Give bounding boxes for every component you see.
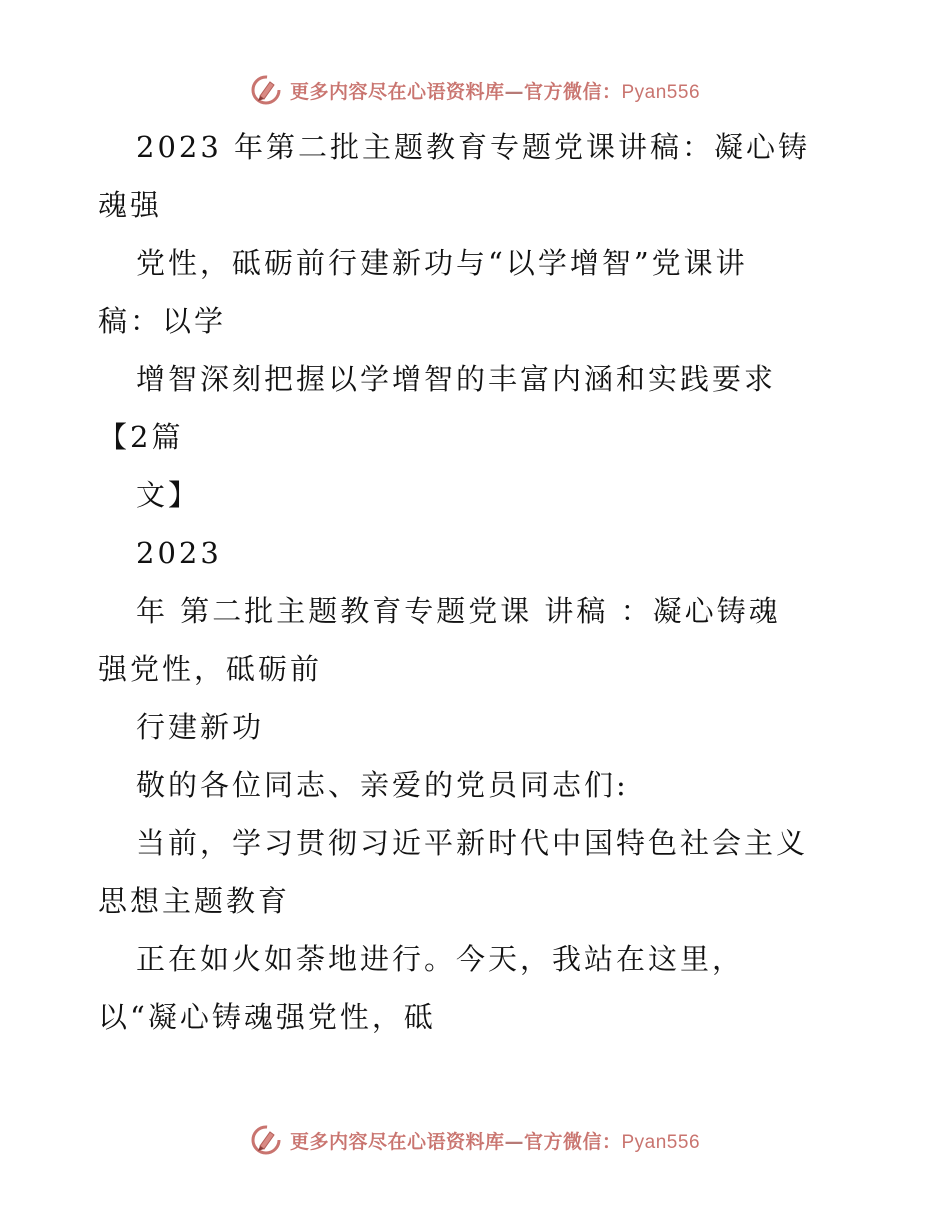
footer-watermark xyxy=(0,1120,950,1160)
text-line: 以“凝心铸魂强党性，砥 xyxy=(98,1000,436,1034)
watermark-text: 更多内容尽在心语资料库—官方微信：Pyan556 xyxy=(289,80,701,103)
watermark-text: 更多内容尽在心语资料库—官方微信：Pyan556 xyxy=(289,1130,701,1153)
text-line: 当前，学习贯彻习近平新时代中国特色社会主义 xyxy=(136,826,809,860)
text-line: 强党性，砥砺前 xyxy=(98,652,323,686)
text-line: 行建新功 xyxy=(136,710,265,744)
header-watermark xyxy=(0,70,950,110)
document-body xyxy=(98,118,858,1046)
text-line: 思想主题教育 xyxy=(98,884,291,918)
text-line: 党性，砥砺前行建新功与“以学增智”党课讲 xyxy=(136,246,748,280)
text-line: 【2篇 xyxy=(98,420,184,454)
text-line: 2023 年第二批主题教育专题党课讲稿：凝心铸 xyxy=(136,130,811,164)
text-line: 文】 xyxy=(136,478,201,512)
text-line: 稿：以学 xyxy=(98,304,227,338)
text-line: 正在如火如荼地进行。今天，我站在这里， xyxy=(136,942,745,976)
text-line: 2023 xyxy=(136,536,222,570)
text-line: 敬的各位同志、亲爱的党员同志们: xyxy=(136,768,629,802)
pen-nib-logo-icon xyxy=(250,1124,282,1156)
text-line: 增智深刻把握以学增智的丰富内涵和实践要求 xyxy=(136,362,777,396)
pen-nib-logo-icon xyxy=(250,74,282,106)
text-line: 年 第二批主题教育专题党课 讲稿 ：凝心铸魂 xyxy=(136,594,781,628)
text-line: 魂强 xyxy=(98,188,163,222)
